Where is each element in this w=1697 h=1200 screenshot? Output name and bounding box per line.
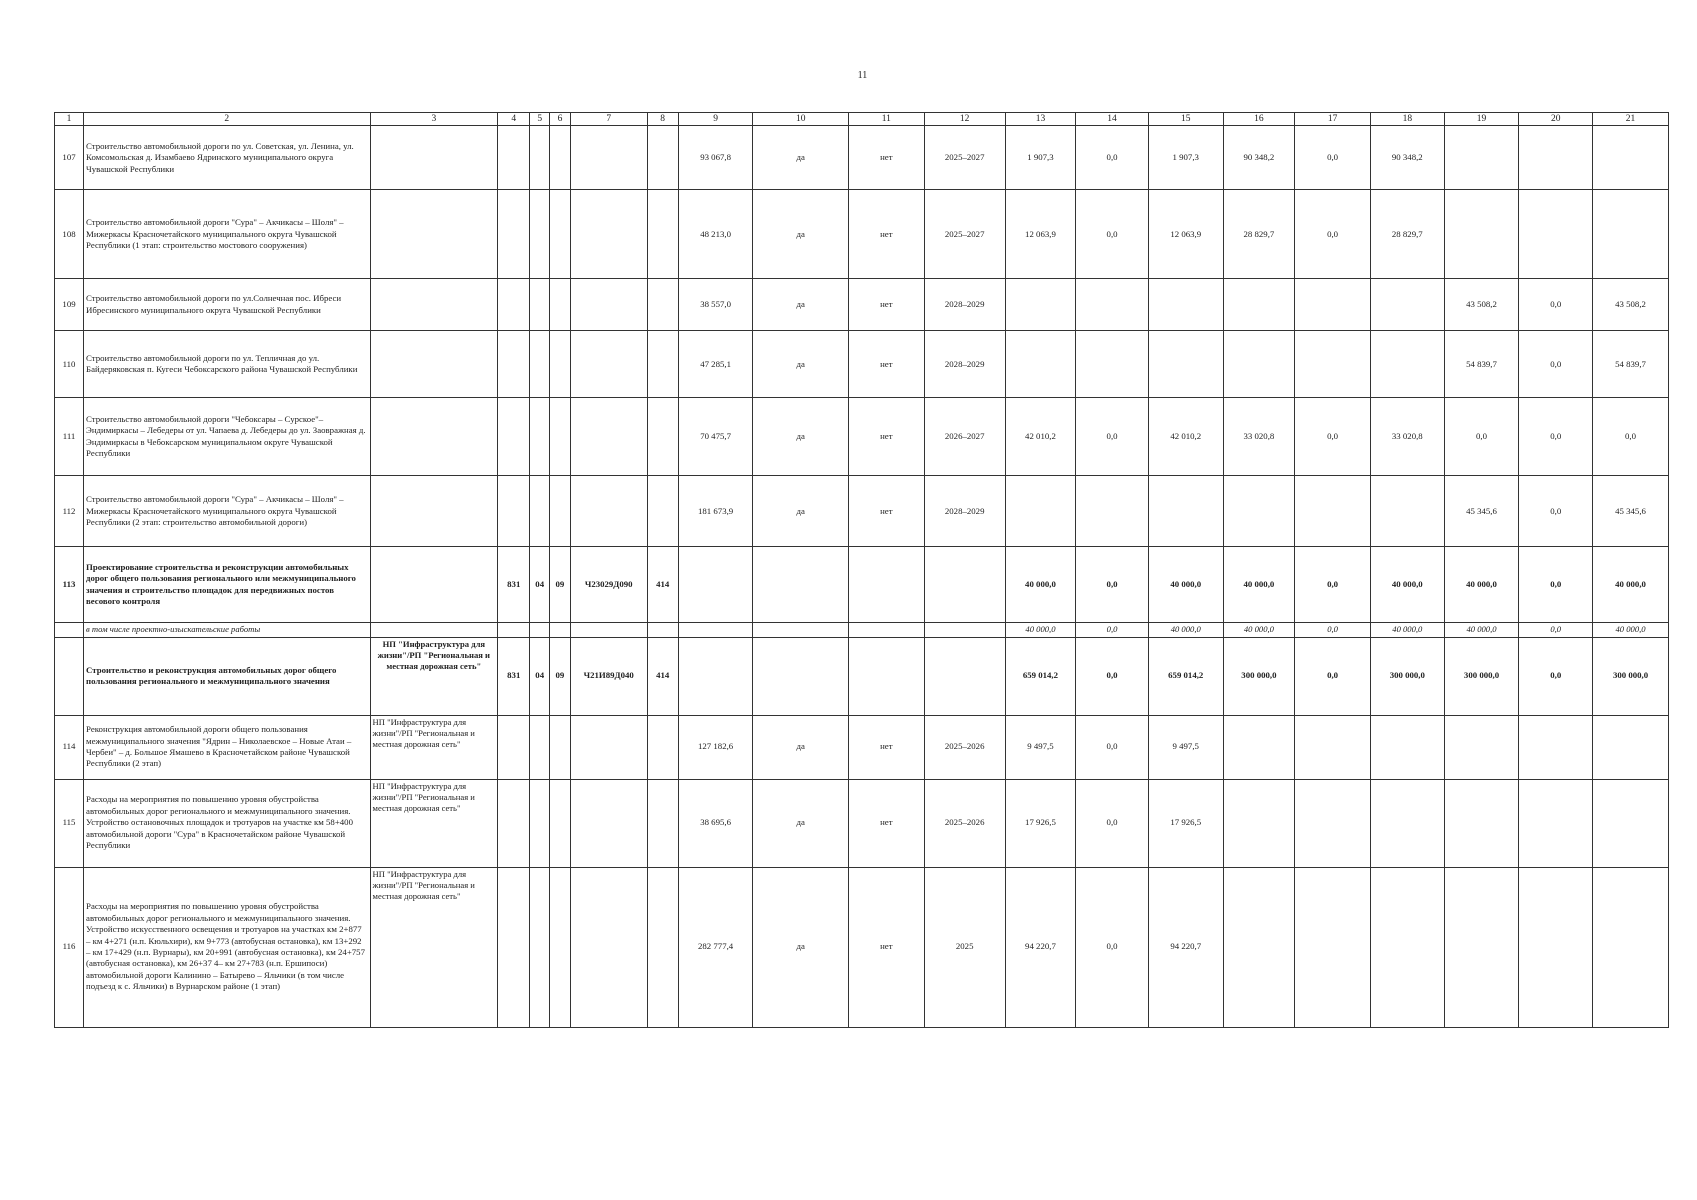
column-number-cell: 14 bbox=[1076, 113, 1149, 126]
value-cell bbox=[1593, 867, 1669, 1027]
page-number: 11 bbox=[857, 70, 868, 81]
value-cell bbox=[1223, 867, 1295, 1027]
column-number-cell: 21 bbox=[1593, 113, 1669, 126]
value-cell: 28 829,7 bbox=[1370, 190, 1444, 279]
value-cell bbox=[1519, 779, 1593, 867]
value-cell bbox=[550, 779, 571, 867]
value-cell: да bbox=[753, 779, 848, 867]
column-number-cell: 6 bbox=[550, 113, 571, 126]
value-cell bbox=[678, 547, 753, 623]
program-cell bbox=[370, 126, 498, 190]
value-cell: 127 182,6 bbox=[678, 715, 753, 779]
activity-name-cell: Реконструкция автомобильной дороги общего пользования межмуниципального значения "Ядрин – Николаевское – Новые Атаи – Чербеи" – д. Большое Ямашево в Красночетайском районе Чувашской Республики (2 этап) bbox=[84, 715, 370, 779]
value-cell bbox=[498, 126, 530, 190]
activity-name-cell: Строительство автомобильной дороги "Сура" – Акчикасы – Шоля" – Мижеркасы Красночетайского муниципального округа Чувашской Республики (1 этап: строительство мостового сооружения) bbox=[84, 190, 370, 279]
value-cell: да bbox=[753, 126, 848, 190]
value-cell bbox=[1444, 715, 1519, 779]
value-cell: 45 345,6 bbox=[1444, 476, 1519, 547]
value-cell: да bbox=[753, 279, 848, 331]
table-row bbox=[55, 623, 1669, 637]
row-number-cell: 112 bbox=[55, 476, 84, 547]
value-cell: 0,0 bbox=[1076, 126, 1149, 190]
value-cell bbox=[647, 331, 678, 398]
row-number-cell: 116 bbox=[55, 867, 84, 1027]
activity-name-cell: Строительство автомобильной дороги по ул. Советская, ул. Ленина, ул. Комсомольская д. Изамбаево Ядринского муниципального округа Чувашской Республики bbox=[84, 126, 370, 190]
column-number-cell: 5 bbox=[530, 113, 550, 126]
value-cell bbox=[530, 331, 550, 398]
value-cell: 04 bbox=[530, 637, 550, 715]
value-cell bbox=[1593, 715, 1669, 779]
column-number-cell: 8 bbox=[647, 113, 678, 126]
value-cell: 2025–2027 bbox=[924, 126, 1005, 190]
value-cell: 33 020,8 bbox=[1370, 398, 1444, 476]
value-cell bbox=[1444, 867, 1519, 1027]
value-cell bbox=[550, 623, 571, 637]
column-number-cell: 3 bbox=[370, 113, 498, 126]
value-cell bbox=[530, 398, 550, 476]
row-number-cell: 107 bbox=[55, 126, 84, 190]
value-cell: 2025 bbox=[924, 867, 1005, 1027]
row-number-cell bbox=[55, 623, 84, 637]
value-cell bbox=[530, 715, 550, 779]
value-cell bbox=[1223, 331, 1295, 398]
value-cell bbox=[570, 476, 647, 547]
value-cell bbox=[1295, 331, 1371, 398]
value-cell: 0,0 bbox=[1519, 331, 1593, 398]
value-cell: 38 557,0 bbox=[678, 279, 753, 331]
value-cell: нет bbox=[848, 279, 924, 331]
value-cell: 0,0 bbox=[1519, 547, 1593, 623]
value-cell bbox=[570, 190, 647, 279]
value-cell: 0,0 bbox=[1295, 190, 1371, 279]
value-cell: 43 508,2 bbox=[1444, 279, 1519, 331]
value-cell: 414 bbox=[647, 637, 678, 715]
table-row bbox=[55, 476, 1669, 547]
column-number-cell: 2 bbox=[84, 113, 370, 126]
value-cell: да bbox=[753, 398, 848, 476]
value-cell bbox=[647, 279, 678, 331]
value-cell: 659 014,2 bbox=[1005, 637, 1076, 715]
value-cell bbox=[570, 331, 647, 398]
value-cell: 42 010,2 bbox=[1148, 398, 1223, 476]
value-cell bbox=[1223, 779, 1295, 867]
value-cell: нет bbox=[848, 331, 924, 398]
value-cell: 0,0 bbox=[1593, 398, 1669, 476]
activity-name-cell: Расходы на мероприятия по повышению уровня обустройства автомобильных дорог регионального и межмуниципального значения. Устройство остановочных площадок и тротуаров на участке км 58+400 автомобильной дороги "Сура" в Красночетайском районе Чувашской Республики bbox=[84, 779, 370, 867]
value-cell bbox=[924, 547, 1005, 623]
value-cell: 42 010,2 bbox=[1005, 398, 1076, 476]
value-cell: 0,0 bbox=[1076, 547, 1149, 623]
value-cell: 04 bbox=[530, 547, 550, 623]
value-cell bbox=[1370, 331, 1444, 398]
table-row bbox=[55, 126, 1669, 190]
value-cell bbox=[1295, 476, 1371, 547]
activity-name-cell: Строительство автомобильной дороги по ул. Тепличная до ул. Байдеряковская п. Кугеси Чебоксарского района Чувашской Республики bbox=[84, 331, 370, 398]
value-cell bbox=[498, 331, 530, 398]
value-cell bbox=[848, 623, 924, 637]
value-cell bbox=[1519, 715, 1593, 779]
value-cell: 40 000,0 bbox=[1148, 547, 1223, 623]
value-cell: 300 000,0 bbox=[1593, 637, 1669, 715]
column-number-cell: 13 bbox=[1005, 113, 1076, 126]
value-cell bbox=[530, 279, 550, 331]
table-row bbox=[55, 637, 1669, 715]
value-cell: 414 bbox=[647, 547, 678, 623]
value-cell: 28 829,7 bbox=[1223, 190, 1295, 279]
value-cell: 17 926,5 bbox=[1148, 779, 1223, 867]
value-cell bbox=[1444, 190, 1519, 279]
value-cell bbox=[1223, 476, 1295, 547]
value-cell: 300 000,0 bbox=[1223, 637, 1295, 715]
budget-table bbox=[54, 112, 1669, 1028]
value-cell: 43 508,2 bbox=[1593, 279, 1669, 331]
value-cell bbox=[1005, 331, 1076, 398]
value-cell bbox=[1519, 867, 1593, 1027]
value-cell: 9 497,5 bbox=[1005, 715, 1076, 779]
value-cell bbox=[848, 637, 924, 715]
value-cell bbox=[498, 623, 530, 637]
program-cell: НП "Инфраструктура для жизни"/РП "Региональная и местная дорожная сеть" bbox=[370, 867, 498, 1027]
column-number-cell: 1 bbox=[55, 113, 84, 126]
value-cell: да bbox=[753, 190, 848, 279]
value-cell bbox=[550, 867, 571, 1027]
value-cell: 40 000,0 bbox=[1593, 547, 1669, 623]
value-cell: 831 bbox=[498, 637, 530, 715]
value-cell bbox=[498, 398, 530, 476]
value-cell bbox=[924, 637, 1005, 715]
value-cell bbox=[1519, 126, 1593, 190]
value-cell: да bbox=[753, 331, 848, 398]
value-cell: нет bbox=[848, 190, 924, 279]
value-cell: 54 839,7 bbox=[1593, 331, 1669, 398]
program-cell bbox=[370, 623, 498, 637]
value-cell bbox=[848, 547, 924, 623]
value-cell: да bbox=[753, 867, 848, 1027]
value-cell: 659 014,2 bbox=[1148, 637, 1223, 715]
value-cell bbox=[1223, 279, 1295, 331]
value-cell: 0,0 bbox=[1519, 623, 1593, 637]
value-cell: 0,0 bbox=[1076, 867, 1149, 1027]
value-cell bbox=[678, 623, 753, 637]
value-cell: 94 220,7 bbox=[1148, 867, 1223, 1027]
table-row bbox=[55, 190, 1669, 279]
activity-name-cell: Строительство автомобильной дороги "Сура" – Акчикасы – Шоля" – Мижеркасы Красночетайского муниципального округа Чувашской Республики (2 этап: строительство автомобильной дороги) bbox=[84, 476, 370, 547]
value-cell bbox=[647, 476, 678, 547]
value-cell bbox=[498, 476, 530, 547]
value-cell: 0,0 bbox=[1519, 637, 1593, 715]
program-cell: НП "Инфраструктура для жизни"/РП "Региональная и местная дорожная сеть" bbox=[370, 715, 498, 779]
value-cell: 2028–2029 bbox=[924, 279, 1005, 331]
activity-name-cell: Строительство автомобильной дороги "Чебоксары – Сурское"– Эндимиркасы – Лебедеры от ул. Чапаева д. Лебедеры до ул. Заовражная д. Эндимиркасы в Чебоксарском муниципальном округе Чувашской Республики bbox=[84, 398, 370, 476]
value-cell: 94 220,7 bbox=[1005, 867, 1076, 1027]
value-cell bbox=[550, 331, 571, 398]
value-cell: 0,0 bbox=[1076, 779, 1149, 867]
value-cell bbox=[570, 126, 647, 190]
value-cell: 54 839,7 bbox=[1444, 331, 1519, 398]
value-cell bbox=[1295, 715, 1371, 779]
value-cell: 2025–2026 bbox=[924, 715, 1005, 779]
table-row bbox=[55, 779, 1669, 867]
value-cell: 12 063,9 bbox=[1148, 190, 1223, 279]
value-cell: 2025–2026 bbox=[924, 779, 1005, 867]
value-cell: нет bbox=[848, 779, 924, 867]
value-cell bbox=[550, 398, 571, 476]
value-cell: 90 348,2 bbox=[1223, 126, 1295, 190]
value-cell bbox=[1444, 126, 1519, 190]
row-number-cell: 114 bbox=[55, 715, 84, 779]
value-cell bbox=[753, 637, 848, 715]
value-cell bbox=[753, 547, 848, 623]
column-number-cell: 11 bbox=[848, 113, 924, 126]
value-cell: 0,0 bbox=[1076, 637, 1149, 715]
column-number-cell: 9 bbox=[678, 113, 753, 126]
value-cell bbox=[570, 779, 647, 867]
value-cell: 0,0 bbox=[1295, 398, 1371, 476]
value-cell: 300 000,0 bbox=[1444, 637, 1519, 715]
value-cell bbox=[550, 715, 571, 779]
table-row bbox=[55, 331, 1669, 398]
value-cell: да bbox=[753, 476, 848, 547]
value-cell bbox=[753, 623, 848, 637]
value-cell: нет bbox=[848, 476, 924, 547]
value-cell bbox=[530, 779, 550, 867]
value-cell bbox=[1370, 867, 1444, 1027]
table-row bbox=[55, 715, 1669, 779]
value-cell bbox=[498, 779, 530, 867]
activity-name-cell: Строительство автомобильной дороги по ул.Солнечная пос. Ибреси Ибресинского муниципального округа Чувашской Республики bbox=[84, 279, 370, 331]
value-cell: 2026–2027 bbox=[924, 398, 1005, 476]
value-cell: 40 000,0 bbox=[1223, 623, 1295, 637]
column-number-cell: 4 bbox=[498, 113, 530, 126]
value-cell bbox=[678, 637, 753, 715]
value-cell: 40 000,0 bbox=[1370, 547, 1444, 623]
activity-name-cell: Расходы на мероприятия по повышению уровня обустройства автомобильных дорог регионального и межмуниципального значения. Устройство искусственного освещения и тротуаров на участках км 2+877 – км 4+271 (н.п. Кюльхири), км 9+773 (автобусная остановка), км 13+292 – км 17+429 (н.п. Вурнары), км 20+991 (автобусная остановка), км 24+757 (автобусная остановка), км 26+37 4– км 27+783 (н.п. Ершипоси) автомобильной дороги Калинино – Батырево – Яльчики (в том числе подъезд к с. Яльчики) в Вурнарском районе (1 этап) bbox=[84, 867, 370, 1027]
value-cell bbox=[1444, 779, 1519, 867]
program-cell bbox=[370, 190, 498, 279]
value-cell bbox=[1076, 331, 1149, 398]
value-cell: 2028–2029 bbox=[924, 331, 1005, 398]
table-row bbox=[55, 547, 1669, 623]
value-cell: 40 000,0 bbox=[1444, 547, 1519, 623]
value-cell: Ч21И89Д040 bbox=[570, 637, 647, 715]
value-cell bbox=[550, 279, 571, 331]
program-cell: НП "Инфраструктура для жизни"/РП "Региональная и местная дорожная сеть" bbox=[370, 779, 498, 867]
value-cell bbox=[647, 190, 678, 279]
program-cell bbox=[370, 547, 498, 623]
value-cell: да bbox=[753, 715, 848, 779]
value-cell: 40 000,0 bbox=[1223, 547, 1295, 623]
value-cell bbox=[1223, 715, 1295, 779]
value-cell: 93 067,8 bbox=[678, 126, 753, 190]
table-row bbox=[55, 398, 1669, 476]
value-cell bbox=[1370, 779, 1444, 867]
value-cell bbox=[1370, 715, 1444, 779]
column-number-cell: 7 bbox=[570, 113, 647, 126]
value-cell bbox=[1148, 331, 1223, 398]
program-cell bbox=[370, 331, 498, 398]
value-cell: 0,0 bbox=[1295, 637, 1371, 715]
value-cell: 33 020,8 bbox=[1223, 398, 1295, 476]
column-number-cell: 18 bbox=[1370, 113, 1444, 126]
value-cell bbox=[550, 476, 571, 547]
value-cell: 0,0 bbox=[1295, 547, 1371, 623]
value-cell: 0,0 bbox=[1076, 398, 1149, 476]
column-number-cell: 12 bbox=[924, 113, 1005, 126]
value-cell: 282 777,4 bbox=[678, 867, 753, 1027]
value-cell bbox=[1593, 126, 1669, 190]
value-cell: 17 926,5 bbox=[1005, 779, 1076, 867]
value-cell: 831 bbox=[498, 547, 530, 623]
value-cell bbox=[1593, 779, 1669, 867]
value-cell: 0,0 bbox=[1519, 279, 1593, 331]
program-cell bbox=[370, 279, 498, 331]
value-cell bbox=[1005, 279, 1076, 331]
table-row bbox=[55, 279, 1669, 331]
value-cell: 0,0 bbox=[1295, 623, 1371, 637]
value-cell: 09 bbox=[550, 547, 571, 623]
table-body bbox=[55, 113, 1669, 1028]
value-cell: 181 673,9 bbox=[678, 476, 753, 547]
value-cell bbox=[570, 623, 647, 637]
value-cell: 0,0 bbox=[1076, 715, 1149, 779]
column-number-cell: 10 bbox=[753, 113, 848, 126]
value-cell: Ч23029Д090 bbox=[570, 547, 647, 623]
row-number-cell: 113 bbox=[55, 547, 84, 623]
value-cell: 47 285,1 bbox=[678, 331, 753, 398]
value-cell bbox=[1148, 279, 1223, 331]
program-cell bbox=[370, 398, 498, 476]
value-cell: 70 475,7 bbox=[678, 398, 753, 476]
row-number-cell bbox=[55, 637, 84, 715]
value-cell bbox=[1005, 476, 1076, 547]
value-cell: нет bbox=[848, 867, 924, 1027]
value-cell: 90 348,2 bbox=[1370, 126, 1444, 190]
row-number-cell: 108 bbox=[55, 190, 84, 279]
value-cell bbox=[530, 126, 550, 190]
value-cell: 40 000,0 bbox=[1444, 623, 1519, 637]
value-cell bbox=[530, 190, 550, 279]
value-cell bbox=[647, 779, 678, 867]
row-number-cell: 109 bbox=[55, 279, 84, 331]
activity-name-cell: Строительство и реконструкция автомобильных дорог общего пользования регионального и межмуниципального значения bbox=[84, 637, 370, 715]
value-cell: 1 907,3 bbox=[1148, 126, 1223, 190]
value-cell bbox=[1370, 476, 1444, 547]
value-cell: 48 213,0 bbox=[678, 190, 753, 279]
value-cell bbox=[1076, 476, 1149, 547]
value-cell bbox=[570, 279, 647, 331]
value-cell: нет bbox=[848, 715, 924, 779]
row-number-cell: 115 bbox=[55, 779, 84, 867]
value-cell bbox=[498, 279, 530, 331]
value-cell bbox=[1295, 779, 1371, 867]
column-number-cell: 16 bbox=[1223, 113, 1295, 126]
value-cell: 0,0 bbox=[1519, 398, 1593, 476]
value-cell: нет bbox=[848, 126, 924, 190]
row-number-cell: 111 bbox=[55, 398, 84, 476]
column-number-cell: 20 bbox=[1519, 113, 1593, 126]
value-cell: 40 000,0 bbox=[1370, 623, 1444, 637]
column-number-cell: 19 bbox=[1444, 113, 1519, 126]
column-number-cell: 17 bbox=[1295, 113, 1371, 126]
value-cell: 40 000,0 bbox=[1005, 547, 1076, 623]
activity-name-cell: в том числе проектно-изыскательские работы bbox=[84, 623, 370, 637]
value-cell bbox=[498, 867, 530, 1027]
value-cell: 40 000,0 bbox=[1593, 623, 1669, 637]
value-cell: 300 000,0 bbox=[1370, 637, 1444, 715]
value-cell bbox=[1593, 190, 1669, 279]
value-cell bbox=[647, 867, 678, 1027]
value-cell bbox=[924, 623, 1005, 637]
value-cell: 2028–2029 bbox=[924, 476, 1005, 547]
value-cell bbox=[1148, 476, 1223, 547]
value-cell bbox=[570, 715, 647, 779]
value-cell: 0,0 bbox=[1295, 126, 1371, 190]
value-cell bbox=[570, 867, 647, 1027]
value-cell: 40 000,0 bbox=[1148, 623, 1223, 637]
column-number-row bbox=[55, 113, 1669, 126]
value-cell bbox=[570, 398, 647, 476]
value-cell bbox=[647, 398, 678, 476]
value-cell bbox=[530, 867, 550, 1027]
value-cell: 0,0 bbox=[1076, 623, 1149, 637]
value-cell: 38 695,6 bbox=[678, 779, 753, 867]
table-row bbox=[55, 867, 1669, 1027]
program-cell: НП "Инфраструктура для жизни"/РП "Региональная и местная дорожная сеть" bbox=[370, 637, 498, 715]
value-cell bbox=[530, 623, 550, 637]
value-cell bbox=[1370, 279, 1444, 331]
value-cell bbox=[498, 715, 530, 779]
value-cell: нет bbox=[848, 398, 924, 476]
value-cell bbox=[647, 126, 678, 190]
value-cell bbox=[530, 476, 550, 547]
value-cell: 09 bbox=[550, 637, 571, 715]
value-cell bbox=[498, 190, 530, 279]
value-cell: 0,0 bbox=[1076, 190, 1149, 279]
value-cell bbox=[550, 190, 571, 279]
value-cell bbox=[1295, 279, 1371, 331]
value-cell: 45 345,6 bbox=[1593, 476, 1669, 547]
activity-name-cell: Проектирование строительства и реконструкции автомобильных дорог общего пользования регионального или межмуниципального значения и строительство площадок для передвижных постов весового контроля bbox=[84, 547, 370, 623]
program-cell bbox=[370, 476, 498, 547]
value-cell: 0,0 bbox=[1519, 476, 1593, 547]
value-cell: 12 063,9 bbox=[1005, 190, 1076, 279]
value-cell bbox=[647, 715, 678, 779]
value-cell bbox=[1076, 279, 1149, 331]
row-number-cell: 110 bbox=[55, 331, 84, 398]
value-cell: 40 000,0 bbox=[1005, 623, 1076, 637]
value-cell bbox=[1519, 190, 1593, 279]
value-cell bbox=[550, 126, 571, 190]
value-cell bbox=[1295, 867, 1371, 1027]
value-cell bbox=[647, 623, 678, 637]
value-cell: 0,0 bbox=[1444, 398, 1519, 476]
column-number-cell: 15 bbox=[1148, 113, 1223, 126]
value-cell: 9 497,5 bbox=[1148, 715, 1223, 779]
value-cell: 1 907,3 bbox=[1005, 126, 1076, 190]
value-cell: 2025–2027 bbox=[924, 190, 1005, 279]
